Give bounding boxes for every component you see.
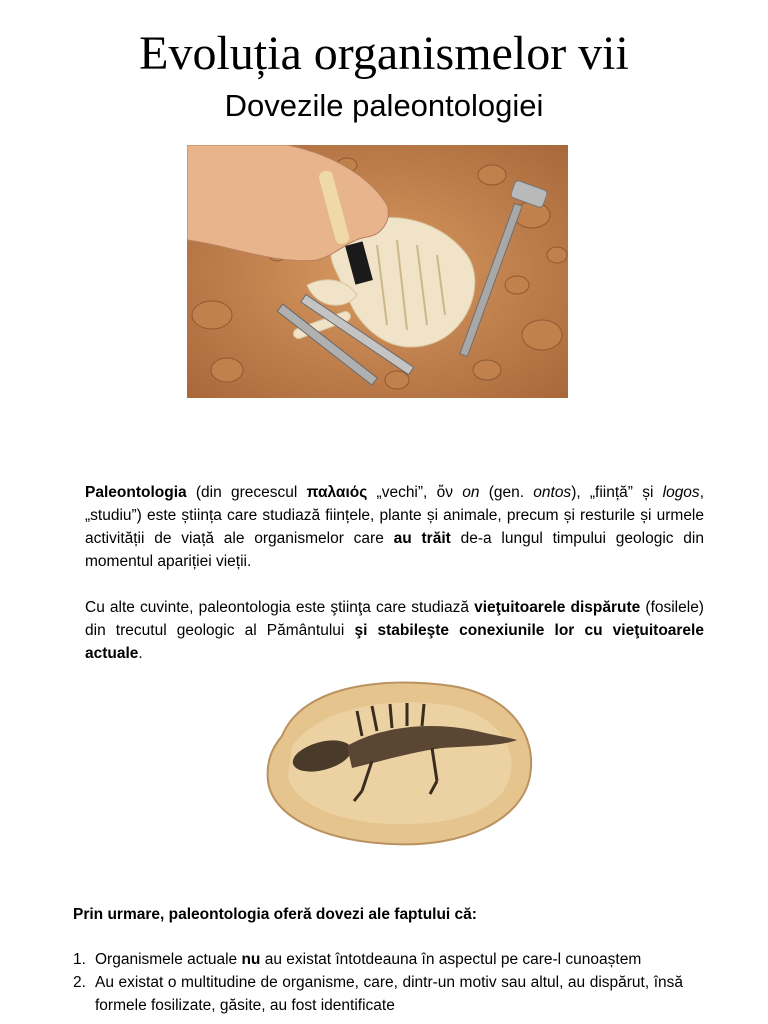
evidence-list [73,948,683,1017]
paleontology-definition: Paleontologia (din grecescul παλαιός „vechi”, ὄν on (gen. ontos), „ființă” și logos, „studiu”) este știința care studiază ființele, plante și animale, precum și resturile și urmele activității de viață ale organismelor care au trăit de-a lungul timpului geologic din momentul apariției vieții. [85,484,704,570]
excavation-photo [187,145,568,398]
page-subtitle: Dovezile paleontologiei [224,88,544,123]
paleontology-summary: Cu alte cuvinte, paleontologia este ştiinţa care studiază vieţuitoarele dispărute (fosilele) din trecutul geologic al Pământului şi stabileşte conexiunile lor cu vieţuitoarele actuale. [85,599,704,662]
page-title: Evoluția organismelor vii [139,27,629,80]
list-item: 2. Au existat o multitudine de organisme, care, dintr-un motiv sau altul, au dispărut, însă formele fosilizate, găsite, au fost identificate [73,974,683,1014]
greek-word: παλαιός [306,484,368,501]
fossil-illustration [262,676,536,848]
conclusion-heading: Prin urmare, paleontologia oferă dovezi ale faptului că: [73,906,477,923]
term-paleontologia: Paleontologia [85,484,187,501]
list-item: 1. Organismele actuale nu au existat întotdeauna în aspectul pe care-l cunoaștem [73,951,642,968]
fossil-slab-photo [262,676,536,848]
excavation-illustration [187,145,568,398]
